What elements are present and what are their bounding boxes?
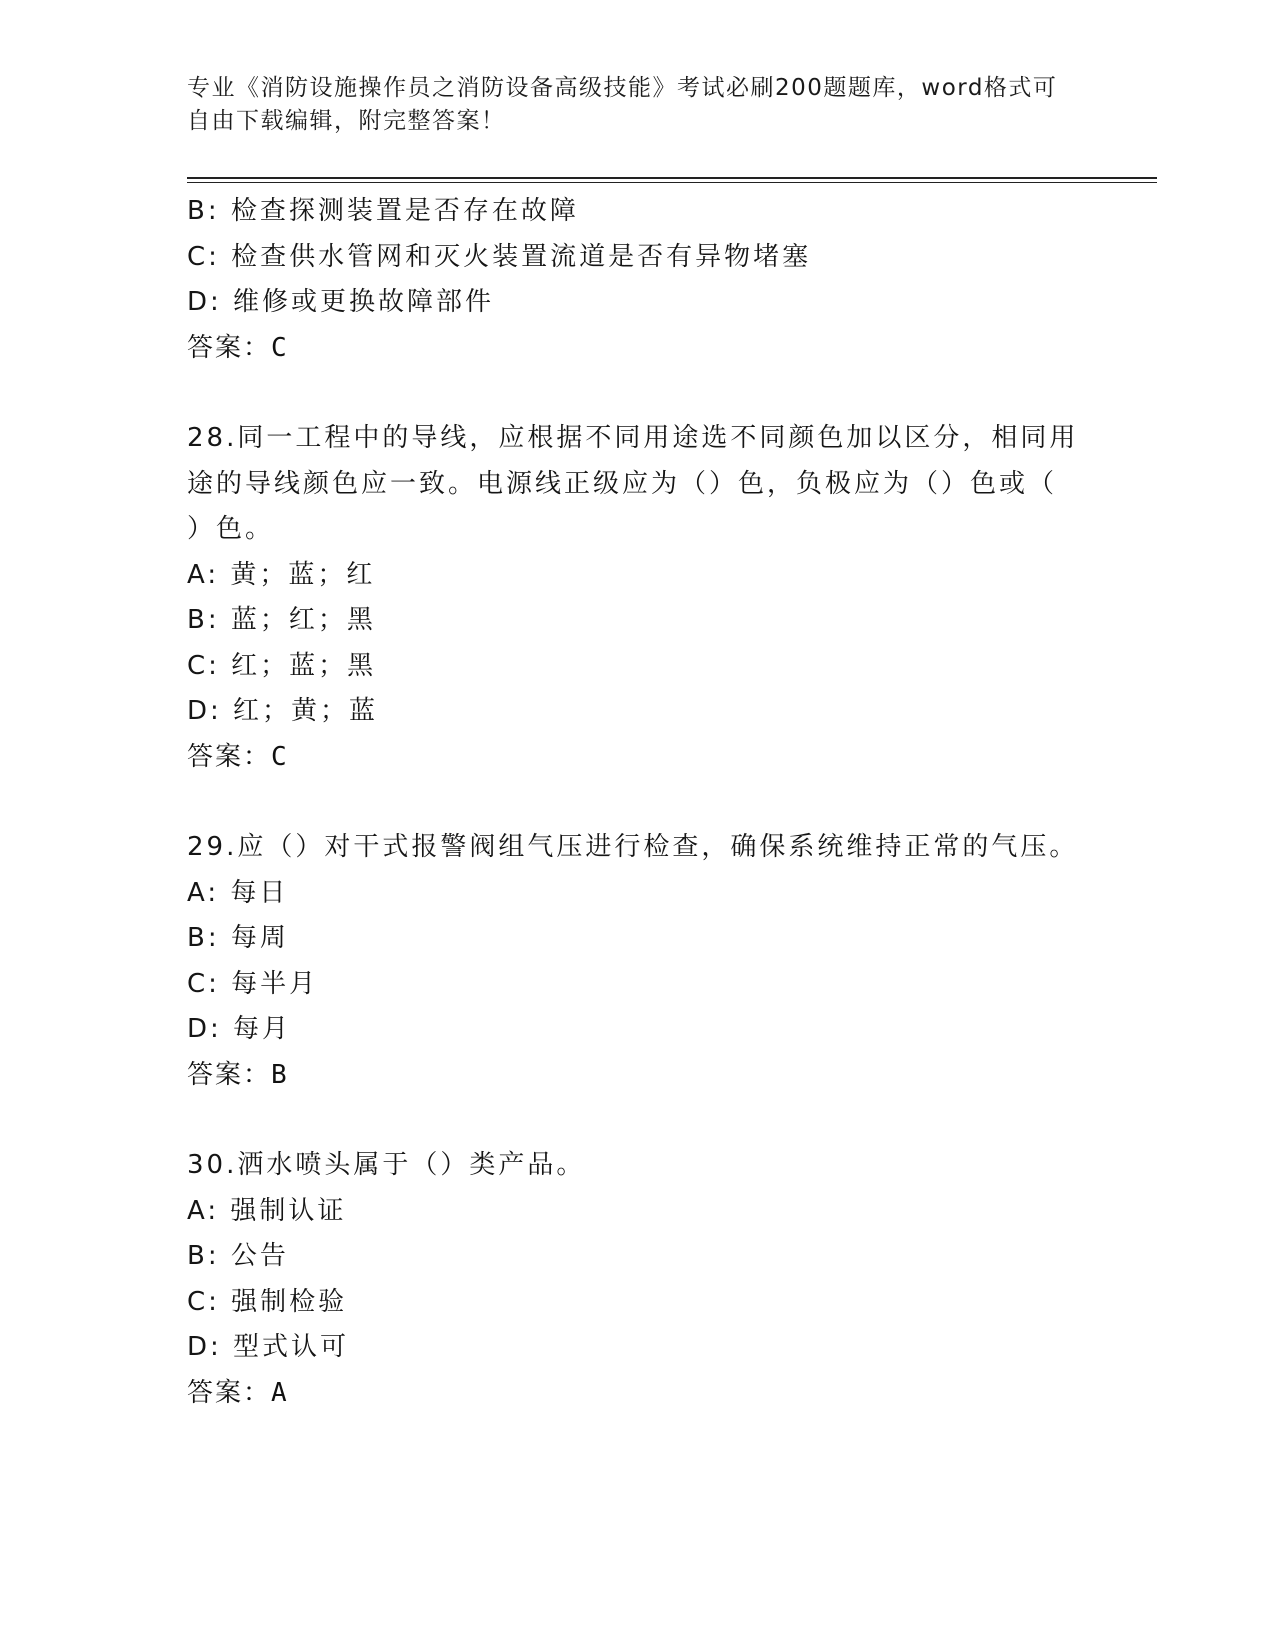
- question-29: [187, 825, 1087, 1098]
- option-a: A: 强制认证: [187, 1195, 347, 1226]
- answer-line: [187, 1053, 1087, 1099]
- question-27-continued: [187, 189, 1087, 371]
- header-title-line-1: 专业《消防设施操作员之消防设备高级技能》考试必刷200题题库，word格式可: [187, 75, 1058, 101]
- question-28: [187, 416, 1087, 780]
- header-rule-thin: [187, 182, 1157, 183]
- question-stem-line: 29.应（）对干式报警阀组气压进行检查，确保系统维持正常的气压。: [187, 832, 1079, 862]
- question-stem-line: 途的导线颜色应一致。电源线正级应为（）色，负极应为（）色或（: [187, 468, 1058, 499]
- option-d: D: 型式认可: [187, 1332, 350, 1362]
- question-30: [187, 1143, 1087, 1416]
- answer-label: 答案：: [187, 332, 272, 363]
- answer-value: C: [271, 741, 289, 772]
- option-b: B: 检查探测装置是否存在故障: [187, 196, 579, 226]
- question-stem-line: 28.同一工程中的导线，应根据不同用途选不同颜色加以区分，相同用: [187, 423, 1079, 453]
- answer-line: [187, 735, 1087, 781]
- answer-value: C: [271, 332, 289, 363]
- question-spacer: [187, 371, 1087, 416]
- answer-label: 答案：: [187, 1059, 272, 1090]
- answer-line: [187, 1371, 1087, 1417]
- answer-value: A: [271, 1377, 289, 1408]
- question-stem-line: ）色。: [187, 514, 275, 544]
- header-title-line-2: 自由下载编辑，附完整答案！: [187, 108, 506, 134]
- document-body: [187, 189, 1087, 1416]
- option-c: C: 检查供水管网和灭火装置流道是否有异物堵塞: [187, 241, 812, 272]
- question-spacer: [187, 780, 1087, 825]
- option-c: C: 每半月: [187, 968, 319, 999]
- option-a: A: 每日: [187, 877, 289, 908]
- option-c: C: 红；蓝；黑: [187, 650, 377, 681]
- answer-label: 答案：: [187, 1377, 272, 1408]
- option-a: A: 黄；蓝；红: [187, 559, 376, 590]
- option-b: B: 蓝；红；黑: [187, 605, 376, 635]
- option-c: C: 强制检验: [187, 1286, 348, 1317]
- option-b: B: 公告: [187, 1241, 289, 1271]
- question-spacer: [187, 1098, 1087, 1143]
- question-stem-line: 30.洒水喷头属于（）类产品。: [187, 1150, 586, 1180]
- option-d: D: 维修或更换故障部件: [187, 287, 495, 317]
- answer-value: B: [271, 1059, 289, 1090]
- answer-label: 答案：: [187, 741, 272, 772]
- header-rule-thick: [187, 177, 1157, 179]
- option-b: B: 每周: [187, 923, 289, 953]
- answer-line: [187, 326, 1087, 372]
- document-header: [187, 72, 1067, 138]
- option-d: D: 红；黄；蓝: [187, 696, 379, 726]
- option-d: D: 每月: [187, 1014, 292, 1044]
